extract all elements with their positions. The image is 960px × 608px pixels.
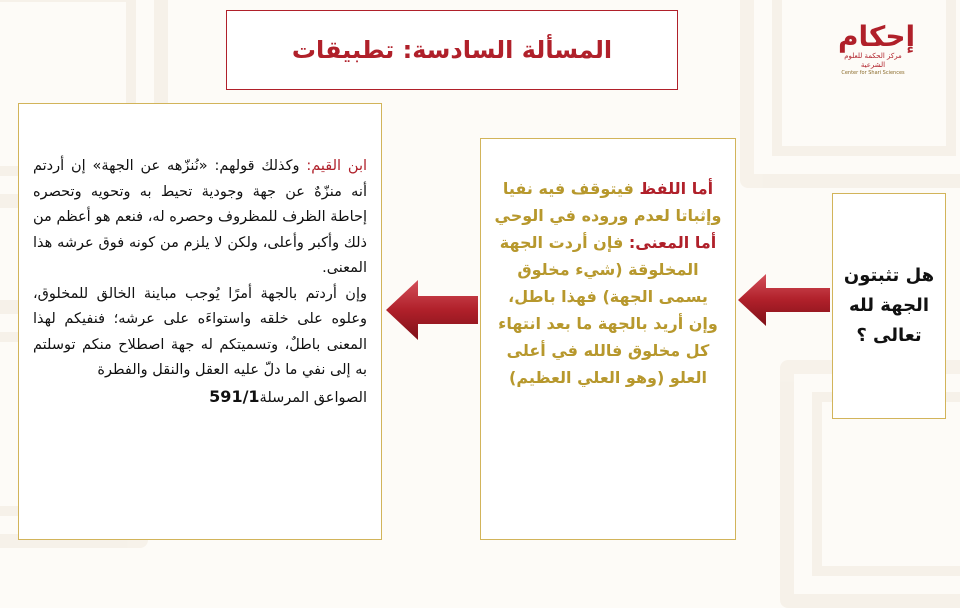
logo-subtitle: مركز الحكمة للعلوم الشرعية	[844, 52, 902, 69]
source-title: الصواعق المرسلة	[259, 389, 367, 406]
question-box	[832, 193, 946, 419]
quote-paragraph-2	[33, 282, 367, 384]
slide-title: المسألة السادسة: تطبيقات	[291, 36, 613, 64]
quote-paragraph-1	[33, 154, 367, 282]
arrow-left-icon	[386, 278, 478, 342]
quote-source	[33, 384, 367, 412]
answer-meaning-text: فإن أردت الجهة المخلوقة (شيء مخلوق يسمى الجهة) فهذا باطل، وإن أريد بالجهة ما بعد انتهاء كل مخلوق فالله في أعلى العلو (وهو العلي العظيم)	[498, 233, 718, 387]
answer-box	[480, 138, 736, 540]
answer-word-text: فيتوقف فيه نفيا وإثباتا لعدم وروده في الوحي	[494, 179, 722, 225]
quote-text-2: وإن أردتم بالجهة أمرًا يُوجب مباينة الخالق للمخلوق، وعلوه على خلقه واستواءَه على عرشه؛ فنفيكم لهذا المعنى باطلٌ، وتسميتكم له جهة اصطلاح منكم توسلتم به إلى نفي ما دلّ عليه العقل والنقل والفطرة	[33, 285, 367, 378]
slide-title-box	[226, 10, 678, 90]
quote-text-1: وكذلك قولهم: «نُنزّهه عن الجهة» إن أردتم أنه منزّهٌ عن جهة وجودية تحيط به وتحويه وتحصره إحاطة الظرف للمظروف وحصره له، فنعم هو أعظم من ذلك وأكبر وأعلى، ولكن لا يلزم من كونه فوق عرشه هذا المعنى.	[33, 158, 367, 276]
quote-box	[18, 103, 382, 540]
quote-author: ابن القيم:	[306, 158, 368, 174]
answer-word-label: أما اللفظ	[639, 179, 714, 198]
logo-english: Center for Shari Sciences	[841, 70, 905, 76]
answer-meaning-label: أما المعنى:	[628, 233, 717, 252]
logo	[838, 20, 916, 92]
source-page: 591/1	[209, 386, 260, 406]
logo-mark: إحكام	[838, 20, 916, 53]
question-text: هل تثبتون الجهة لله تعالى ؟	[843, 265, 935, 346]
arrow-left-icon	[738, 272, 830, 328]
answer-meaning-paragraph	[491, 229, 725, 391]
answer-word-paragraph	[491, 175, 725, 229]
